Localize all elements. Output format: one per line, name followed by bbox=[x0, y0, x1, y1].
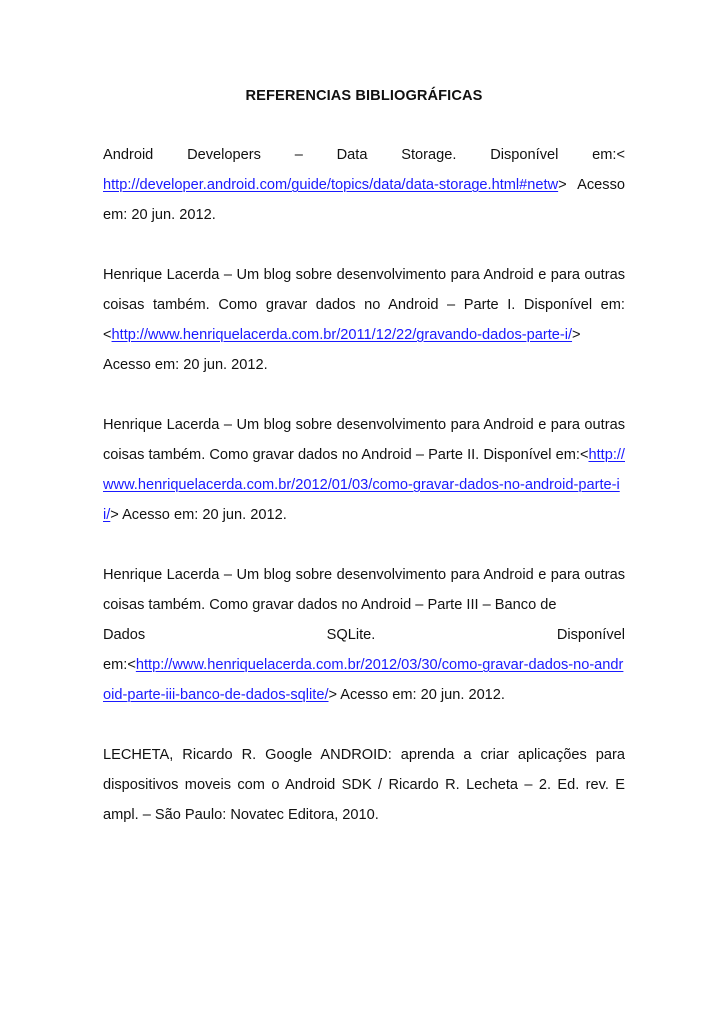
reference-link[interactable]: http://developer.android.com/guide/topics/data/data-storage.html#netw bbox=[103, 177, 559, 193]
reference-lacerda-part-1 bbox=[103, 260, 625, 380]
reference-text: Henrique Lacerda – Um blog sobre desenvolvimento para Android e para outras coisas também. Como gravar dados no Android – Parte I. Disponível em:< bbox=[103, 267, 625, 343]
reference-lecheta-book bbox=[103, 740, 625, 830]
reference-access-date: > Acesso em: 20 jun. 2012. bbox=[103, 327, 581, 373]
reference-text: Henrique Lacerda – Um blog sobre desenvolvimento para Android e para outras coisas também. Como gravar dados no Android – Parte II. Disponível em:< bbox=[103, 417, 625, 463]
reference-text: Android Developers – Data Storage. Disponível em:< bbox=[103, 147, 625, 163]
reference-lacerda-part-3 bbox=[103, 560, 625, 710]
reference-access-date: > Acesso em: 20 jun. 2012. bbox=[328, 687, 505, 703]
page-title: REFERENCIAS BIBLIOGRÁFICAS bbox=[245, 88, 483, 104]
reference-text: LECHETA, Ricardo R. Google ANDROID: aprenda a criar aplicações para dispositivos moveis com o Android SDK / Ricardo R. Lecheta – 2. Ed. rev. E ampl. – São Paulo: Novatec Editora, 2010. bbox=[103, 747, 625, 823]
reference-link[interactable]: http://www.henriquelacerda.com.br/2012/03/30/como-gravar-dados-no-android-parte-iii-banco-de-dados-sqlite/ bbox=[103, 657, 624, 703]
reference-lacerda-part-2 bbox=[103, 410, 625, 530]
reference-prefix: em:< bbox=[103, 657, 136, 673]
reference-link[interactable]: http://www.henriquelacerda.com.br/2011/12/22/gravando-dados-parte-i/ bbox=[111, 327, 573, 343]
reference-text: Henrique Lacerda – Um blog sobre desenvolvimento para Android e para outras coisas também. Como gravar dados no Android – Parte III – Banco de bbox=[103, 567, 625, 613]
reference-access-date: > Acesso em: 20 jun. 2012. bbox=[110, 507, 287, 523]
reference-text-justified-line: Dados SQLite. Disponível bbox=[103, 627, 625, 643]
reference-android-developers bbox=[103, 140, 625, 230]
reference-link[interactable]: http://www.henriquelacerda.com.br/2012/01/03/como-gravar-dados-no-android-parte-ii/ bbox=[103, 447, 625, 523]
reference-access-date: > Acesso em: 20 jun. 2012. bbox=[103, 177, 625, 223]
